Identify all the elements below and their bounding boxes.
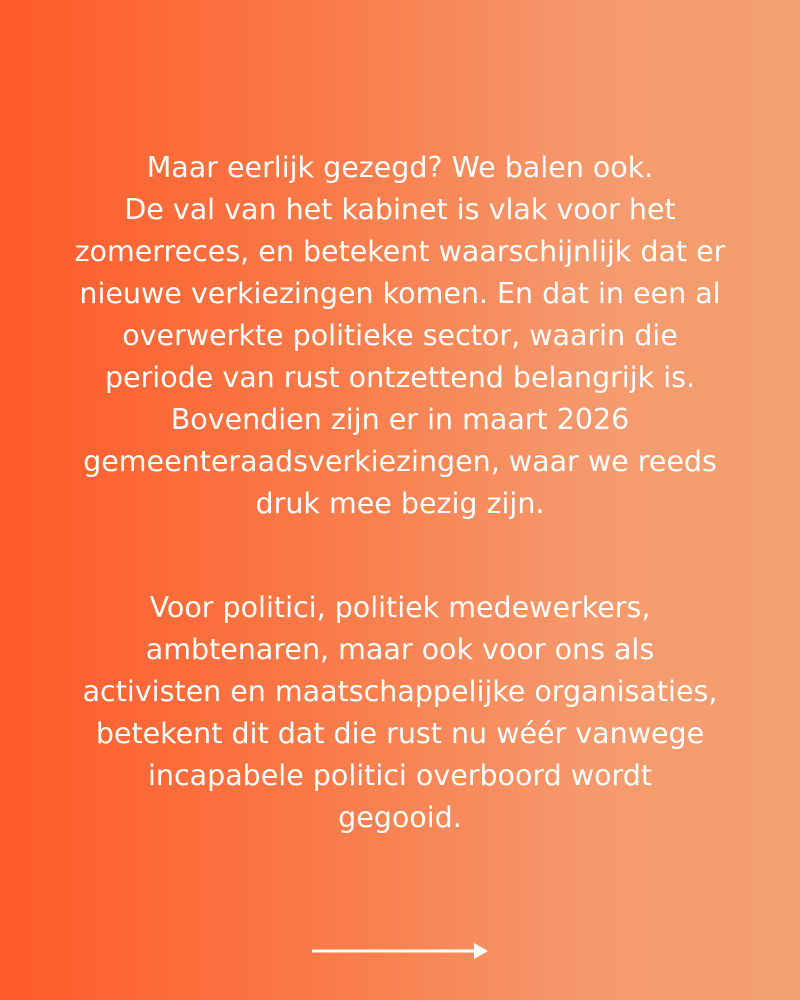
- paragraph-1-line: overwerkte politieke sector, waarin die: [122, 319, 678, 352]
- paragraph-2-line: incapabele politici overboord wordt: [147, 759, 653, 792]
- paragraph-1-line: periode van rust ontzettend belangrijk is.: [104, 361, 696, 394]
- paragraph-2-line: gegooid.: [338, 801, 462, 834]
- paragraph-1-line: Maar eerlijk gezegd? We balen ook.: [146, 151, 654, 184]
- paragraph-1: [40, 147, 760, 525]
- paragraph-2-line: activisten en maatschappelijke organisaties,: [82, 675, 718, 708]
- paragraph-1-line: gemeenteraadsverkiezingen, waar we reeds: [83, 445, 717, 478]
- paragraph-1-line: De val van het kabinet is vlak voor het: [124, 193, 676, 226]
- paragraph-2-line: betekent dit dat die rust nu wéér vanwege: [95, 717, 705, 750]
- paragraph-1-line: Bovendien zijn er in maart 2026: [170, 403, 630, 436]
- paragraph-2-line: ambtenaren, maar ook voor ons als: [145, 633, 655, 666]
- arrow-right-icon[interactable]: [312, 940, 490, 962]
- paragraph-1-line: nieuwe verkiezingen komen. En dat in een al: [79, 277, 721, 310]
- paragraph-1-line: druk mee bezig zijn.: [255, 487, 545, 520]
- paragraph-1-line: zomerreces, en betekent waarschijnlijk dat er: [74, 235, 726, 268]
- paragraph-2: [40, 587, 760, 839]
- paragraph-2-line: Voor politici, politiek medewerkers,: [149, 591, 651, 624]
